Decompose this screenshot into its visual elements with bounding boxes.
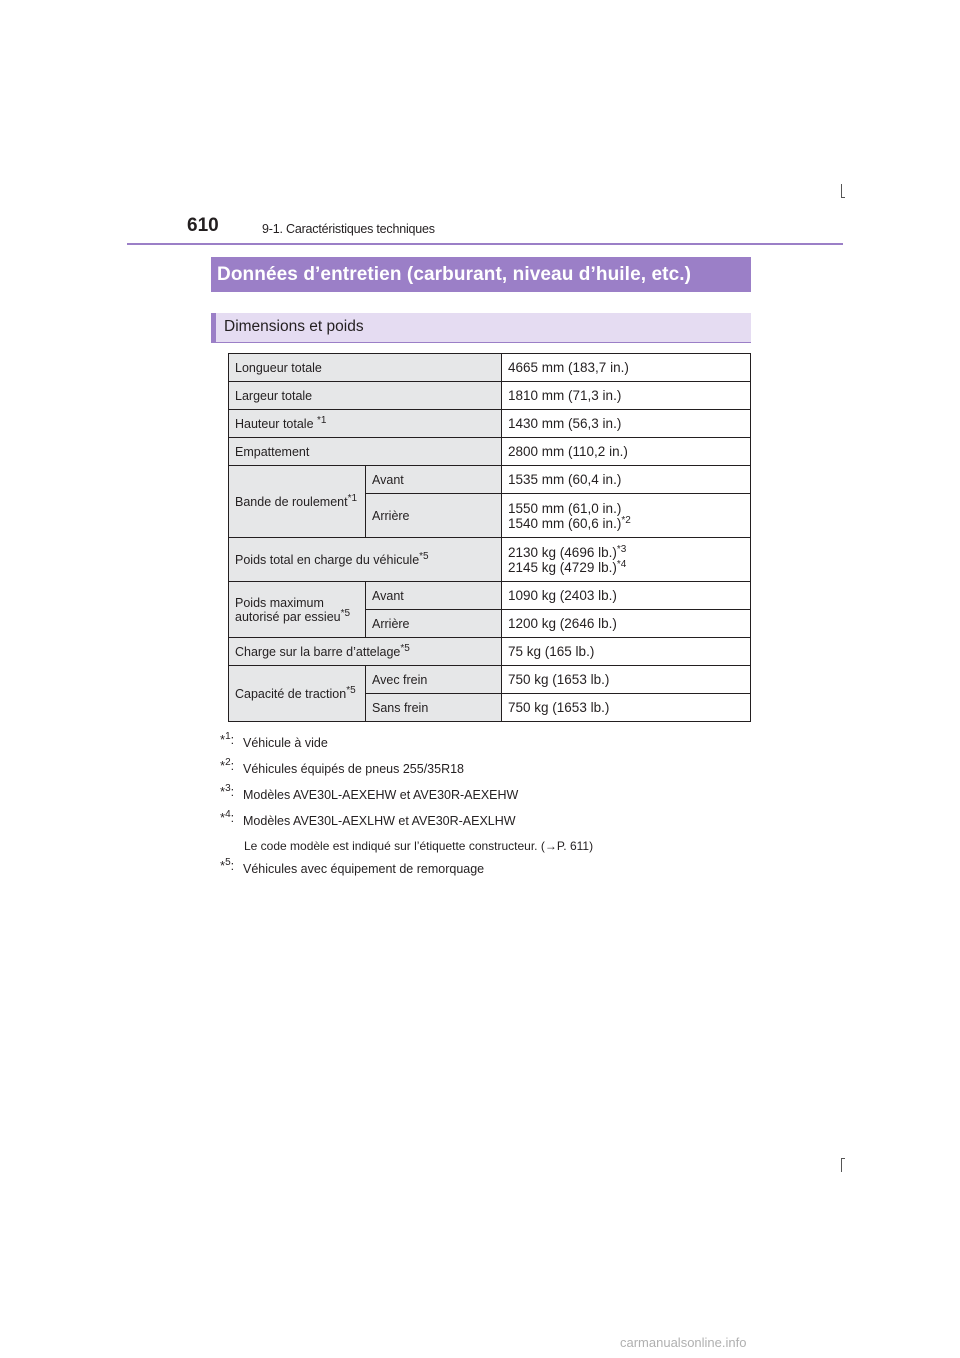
table-row	[229, 582, 751, 610]
footnote-ref: *5	[419, 550, 429, 562]
footnote-sub-text: Le code modèle est indiqué sur l’étiquette constructeur. (→P. 611)	[244, 839, 594, 853]
row-value: 1535 mm (60,4 in.)	[502, 466, 751, 494]
crop-mark-top	[841, 184, 842, 198]
footnote-ref: *4	[616, 558, 627, 570]
footnote-number: 5	[225, 857, 231, 868]
footnote-text: Véhicules avec équipement de remorquage	[243, 862, 485, 876]
footnote-text: Véhicules équipés de pneus 255/35R18	[243, 762, 465, 776]
sub-label: Avant	[366, 466, 502, 494]
footnotes	[220, 732, 760, 884]
footnote-star: *	[220, 858, 226, 873]
section-label: 9-1. Caractéristiques techniques	[262, 222, 435, 236]
row-value	[502, 494, 751, 538]
table-row	[229, 666, 751, 694]
sub-label: Arrière	[366, 610, 502, 638]
footnote-ref: *5	[346, 684, 356, 696]
row-label: Charge sur la barre d’attelage$^{*5}$	[229, 638, 502, 666]
footnote: *$^1$: Véhicule à vide	[220, 731, 328, 750]
row-value: 75 kg (165 lb.)	[502, 638, 751, 666]
row-value	[502, 538, 751, 582]
sub-label: Sans frein	[366, 694, 502, 722]
page-number: 610	[187, 215, 219, 236]
sub-label: Avec frein	[366, 666, 502, 694]
footnote: *$^4$: Modèles AVE30L-AEXLHW et AVE30R-AEXLHW	[220, 809, 516, 828]
footnote-ref: *5	[340, 607, 351, 619]
row-label: Empattement	[229, 438, 502, 466]
row-label: Hauteur totale $^{*1}$	[229, 410, 502, 438]
footnote-ref: *3	[616, 543, 627, 555]
row-value: 750 kg (1653 lb.)	[502, 694, 751, 722]
table-row	[229, 382, 751, 410]
watermark: carmanualsonline.info	[620, 1335, 747, 1350]
sub-label: Avant	[366, 582, 502, 610]
row-value: 1430 mm (56,3 in.)	[502, 410, 751, 438]
footnote-number: 2	[225, 757, 231, 768]
footnote-text: Modèles AVE30L-AEXLHW et AVE30R-AEXLHW	[243, 814, 516, 828]
table-row	[229, 354, 751, 382]
footnote-star: *	[220, 810, 226, 825]
footnote-number: 3	[225, 783, 231, 794]
row-value: 750 kg (1653 lb.)	[502, 666, 751, 694]
table-row	[229, 538, 751, 582]
row-value: 2800 mm (110,2 in.)	[502, 438, 751, 466]
value-line: 1540 mm (60,6 in.)$^{*2}$	[508, 514, 631, 531]
footnote: *$^2$: Véhicules équipés de pneus 255/35R18	[220, 757, 465, 776]
value-line: 2145 kg (4729 lb.)$^{*4}$	[508, 558, 627, 575]
footnote-text: Modèles AVE30L-AEXEHW et AVE30R-AEXEHW	[243, 788, 519, 802]
sub-label: Arrière	[366, 494, 502, 538]
footnote-number: 4	[225, 809, 231, 820]
footnote: *$^5$: Véhicules avec équipement de remorquage	[220, 857, 485, 876]
row-label: Poids maximum autorisé par essieu$^{*5}$	[229, 582, 366, 638]
main-heading: Données d’entretien (carburant, niveau d’huile, etc.)	[211, 257, 751, 292]
dimensions-table	[228, 353, 751, 722]
value-line: 1550 mm (61,0 in.)	[508, 500, 622, 516]
row-label: Capacité de traction$^{*5}$	[229, 666, 366, 722]
table-row	[229, 438, 751, 466]
footnote-ref: *1	[347, 492, 358, 504]
footnote-star: *	[220, 784, 226, 799]
table-row	[229, 410, 751, 438]
header-rule	[127, 243, 843, 245]
row-value: 1200 kg (2646 lb.)	[502, 610, 751, 638]
value-line: 2130 kg (4696 lb.)$^{*3}$	[508, 543, 627, 560]
row-label: Largeur totale	[229, 382, 502, 410]
footnote-star: *	[220, 732, 226, 747]
footnote-subtext	[220, 836, 760, 858]
table-row	[229, 466, 751, 494]
sub-heading: Dimensions et poids	[211, 313, 751, 343]
row-value: 4665 mm (183,7 in.)	[502, 354, 751, 382]
footnote-number: 1	[225, 731, 231, 742]
row-value: 1090 kg (2403 lb.)	[502, 582, 751, 610]
row-label: Longueur totale	[229, 354, 502, 382]
footnote-ref: *5	[400, 642, 410, 654]
footnote-text: Véhicule à vide	[243, 736, 328, 750]
crop-mark-bottom	[841, 1158, 842, 1172]
footnote: *$^3$: Modèles AVE30L-AEXEHW et AVE30R-AEXEHW	[220, 783, 519, 802]
row-label: Bande de roulement$^{*1}$	[229, 466, 366, 538]
table-row	[229, 638, 751, 666]
footnote-star: *	[220, 758, 226, 773]
footnote-ref: *2	[621, 514, 631, 526]
row-value: 1810 mm (71,3 in.)	[502, 382, 751, 410]
footnote-ref: *1	[317, 414, 327, 426]
row-label: Poids total en charge du véhicule$^{*5}$	[229, 538, 502, 582]
